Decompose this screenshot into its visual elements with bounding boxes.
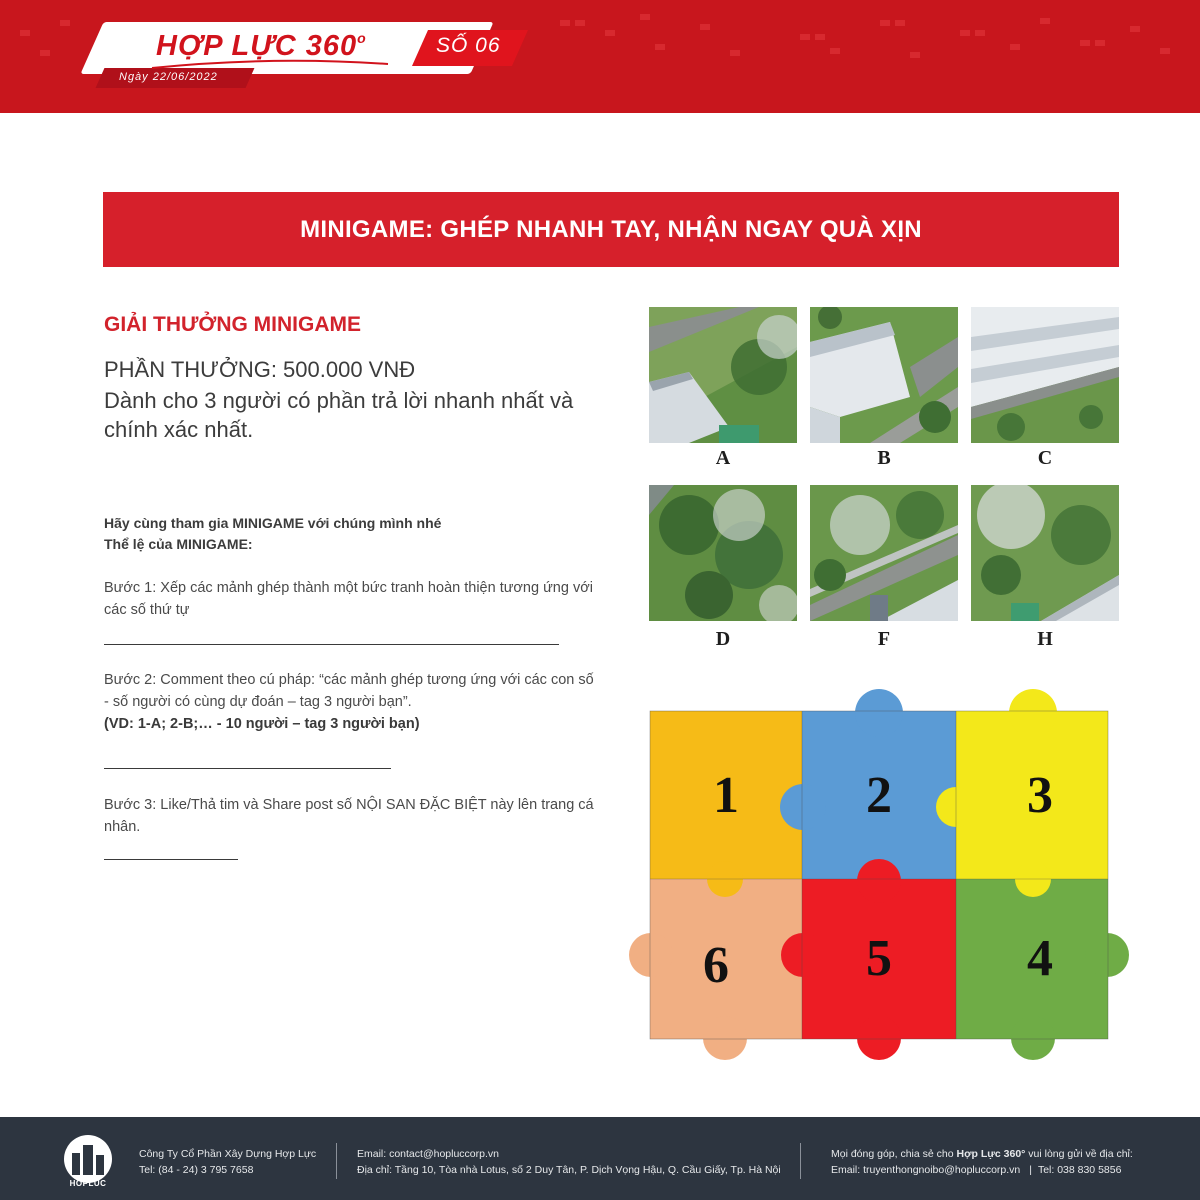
divider-3	[104, 859, 238, 860]
footer-separator	[800, 1143, 801, 1179]
puzzle-piece-b-label: B	[877, 447, 891, 469]
puzzle-piece-b-image	[810, 307, 958, 443]
puzzle-number-4: 4	[1027, 930, 1053, 987]
footer	[0, 1117, 1200, 1200]
rule-step-3: Bước 3: Like/Thả tim và Share post số NỘI SAN ĐẶC BIỆT này lên trang cá nhân.	[104, 797, 594, 835]
banner-title: MINIGAME: GHÉP NHANH TAY, NHẬN NGAY QUÀ XỊN	[300, 215, 922, 243]
contribute-note: Mọi đóng góp, chia sẻ cho Hợp Lực 360° vui lòng gửi về địa chỉ:	[831, 1148, 1133, 1160]
contact-email[interactable]: Email: contact@hopluccorp.vn	[357, 1148, 499, 1160]
puzzle-piece-h-image	[971, 485, 1119, 621]
issue-date: Ngày 22/06/2022	[119, 71, 218, 83]
contribute-divider: |	[1029, 1164, 1032, 1176]
footer-company	[139, 1146, 316, 1178]
puzzle-board	[620, 680, 1150, 1080]
prize-description: Dành cho 3 người có phần trả lời nhanh nhất và chính xác nhất.	[104, 388, 574, 442]
rules-intro-line: Hãy cùng tham gia MINIGAME với chúng mình nhé	[104, 515, 442, 531]
contact-address: Địa chỉ: Tầng 10, Tòa nhà Lotus, số 2 Duy Tân, P. Dịch Vọng Hậu, Q. Cầu Giấy, Tp. Hà Nội	[357, 1164, 781, 1176]
divider-1	[104, 644, 559, 645]
rules-intro	[104, 513, 441, 555]
issue-number: SỐ 06	[436, 34, 501, 57]
brand-swoosh	[150, 58, 390, 72]
puzzle-number-6: 6	[703, 937, 729, 994]
puzzle-number-2: 2	[866, 767, 892, 824]
rules-intro-title: Thể lệ của MINIGAME:	[104, 536, 253, 552]
rule-step-2-example: (VD: 1-A; 2-B;… - 10 người – tag 3 người bạn)	[104, 716, 420, 732]
puzzle-number-1: 1	[713, 767, 739, 824]
puzzle-piece-d-image	[649, 485, 797, 621]
company-tel: Tel: (84 - 24) 3 795 7658	[139, 1164, 254, 1176]
rule-step-2-text: Bước 2: Comment theo cú pháp: “các mảnh ghép tương ứng với các con số - số người có cùng dự đoán – tag 3 người bạn”.	[104, 672, 594, 710]
logo-text: HOPLUC	[69, 1179, 107, 1188]
puzzle-piece-a-image	[649, 307, 797, 443]
puzzle-piece-c-image	[971, 307, 1119, 443]
footer-separator	[336, 1143, 337, 1179]
contribute-email[interactable]: Email: truyenthongnoibo@hopluccorp.vn	[831, 1164, 1021, 1176]
puzzle-piece-c-label: C	[1037, 447, 1053, 469]
puzzle-piece-a-label: A	[715, 447, 731, 469]
prize-amount: PHẦN THƯỞNG: 500.000 VNĐ	[104, 357, 416, 382]
header-bar	[0, 0, 1200, 113]
puzzle-number-3: 3	[1027, 767, 1053, 824]
puzzle-piece-h-label: H	[1037, 628, 1053, 650]
footer-contact	[357, 1146, 781, 1178]
puzzle-number-5: 5	[866, 930, 892, 987]
prize-heading: GIẢI THƯỞNG MINIGAME	[104, 313, 361, 336]
divider-2	[104, 768, 391, 769]
contribute-tel: Tel: 038 830 5856	[1037, 1164, 1122, 1176]
contribute-brand: Hợp Lực 360°	[956, 1148, 1026, 1160]
company-name: Công Ty Cổ Phần Xây Dựng Hợp Lực	[139, 1148, 317, 1160]
rule-step-2	[104, 669, 594, 735]
title-banner	[103, 192, 1119, 267]
rule-step-1: Bước 1: Xếp các mảnh ghép thành một bức tranh hoàn thiện tương ứng với các số thứ tự	[104, 580, 593, 618]
puzzle-piece-f-label: F	[877, 628, 891, 650]
brand-title: HỢP LỰC 360$^o$	[156, 30, 367, 62]
contribute-contacts	[831, 1162, 1133, 1178]
footer-contribute	[831, 1146, 1133, 1178]
puzzle-piece-d-label: D	[715, 628, 731, 650]
puzzle-piece-f-image	[810, 485, 958, 621]
puzzle-slot-3	[936, 689, 1108, 879]
